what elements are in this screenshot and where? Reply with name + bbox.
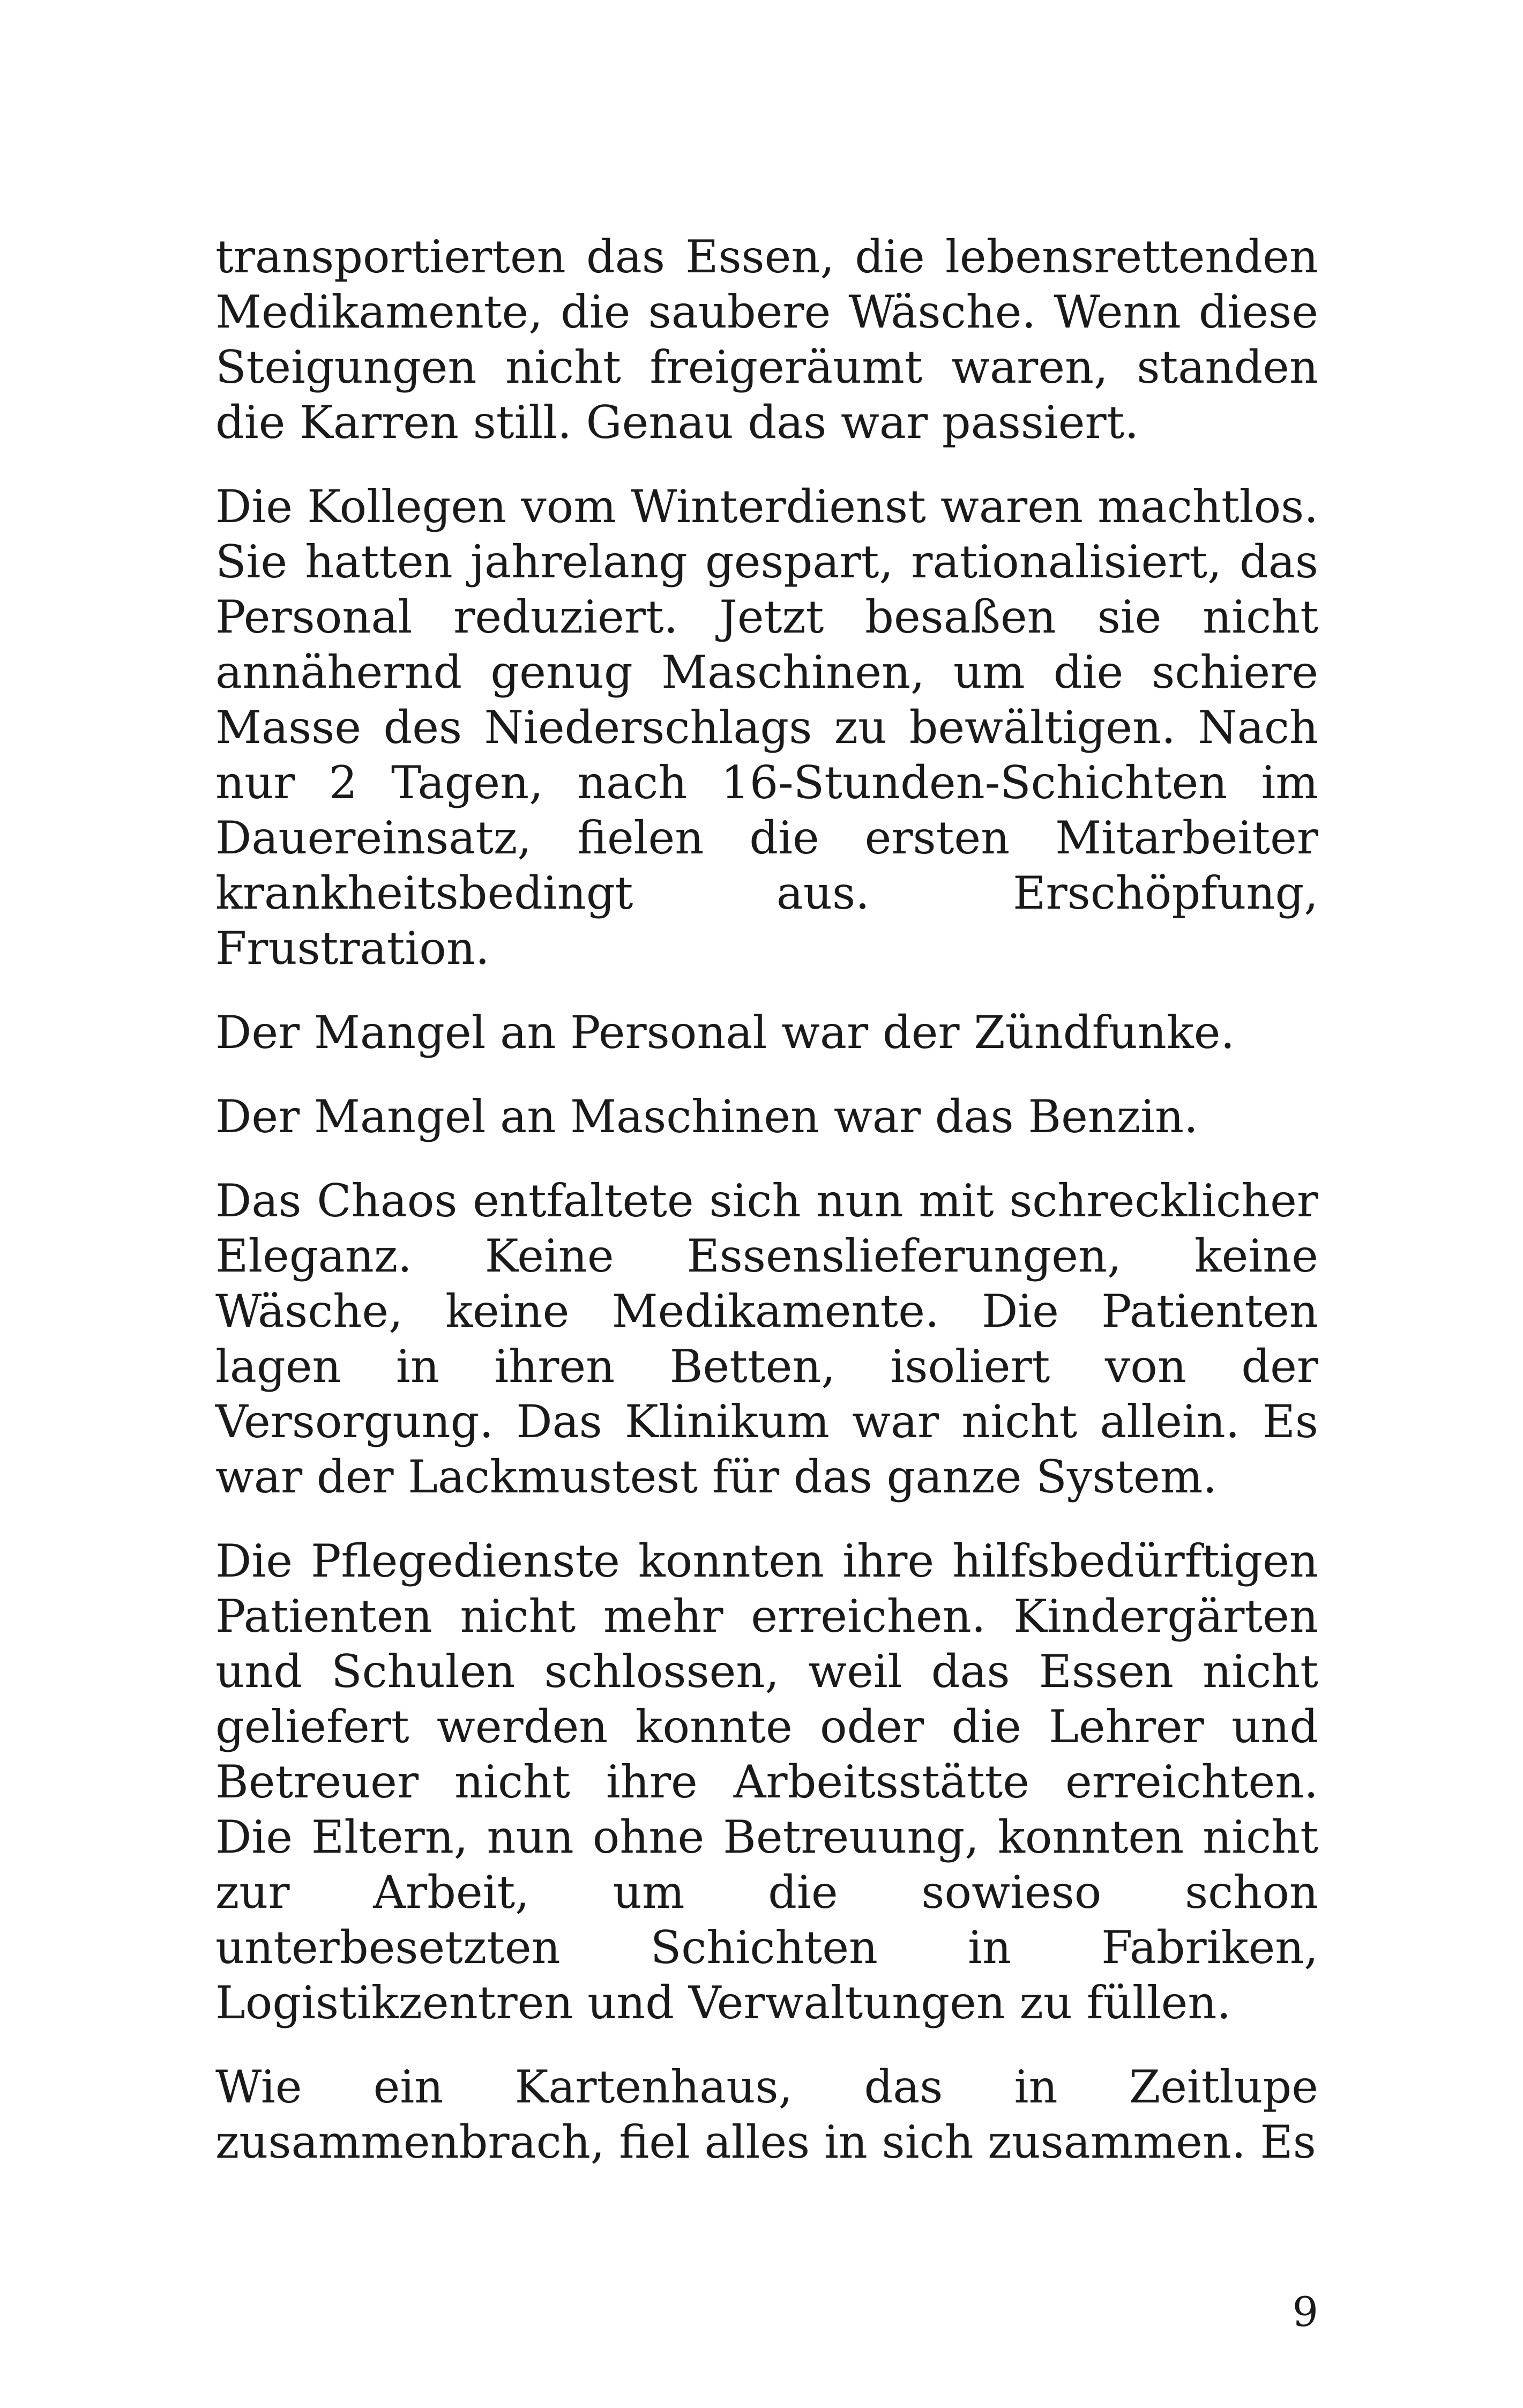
- paragraph-3: Der Mangel an Personal war der Zündfunke.: [215, 1006, 1235, 1059]
- paragraph-2: Die Kollegen vom Winterdienst waren machtlos. Sie hatten jahrelang gespart, rationalisiert, das Personal reduziert. Jetzt besaßen sie nicht annähernd genug Maschinen, um die schiere Masse des Niederschlags zu bewältigen. Nach nur 2 Tagen, nach 16-Stunden-Schichten im Dauereinsatz, fielen die ersten Mitarbeiter krankheitsbedingt aus. Erschöpfung, Frustration.: [215, 480, 1318, 975]
- paragraph-6: Die Pflegedienste konnten ihre hilfsbedürftigen Patienten nicht mehr erreichen. Kindergärten und Schulen schlossen, weil das Essen nicht geliefert werden konnte oder die Lehrer und Betreuer nicht ihre Arbeitsstätte erreichten. Die Eltern, nun ohne Betreuung, konnten nicht zur Arbeit, um die sowieso schon unterbesetzten Schichten in Fabriken, Logistikzentren und Verwaltungen zu füllen.: [215, 1535, 1318, 2029]
- paragraph-4: Der Mangel an Maschinen war das Benzin.: [215, 1090, 1198, 1143]
- body-text: [215, 229, 1318, 2199]
- paragraph-7: Wie ein Kartenhaus, das in Zeitlupe zusammenbrach, fiel alles in sich zusammen. Es: [215, 2061, 1318, 2168]
- paragraph-5: Das Chaos entfaltete sich nun mit schrecklicher Eleganz. Keine Essenslieferungen, keine Wäsche, keine Medikamente. Die Patienten lagen in ihren Betten, isoliert von der Versorgung. Das Klinikum war nicht allein. Es war der Lackmustest für das ganze System.: [215, 1175, 1318, 1503]
- page-number: 9: [1292, 2288, 1318, 2336]
- paragraph-1: transportierten das Essen, die lebensrettenden Medikamente, die saubere Wäsche. Wenn diese Steigungen nicht freigeräumt waren, standen die Karren still. Genau das war passiert.: [215, 231, 1318, 449]
